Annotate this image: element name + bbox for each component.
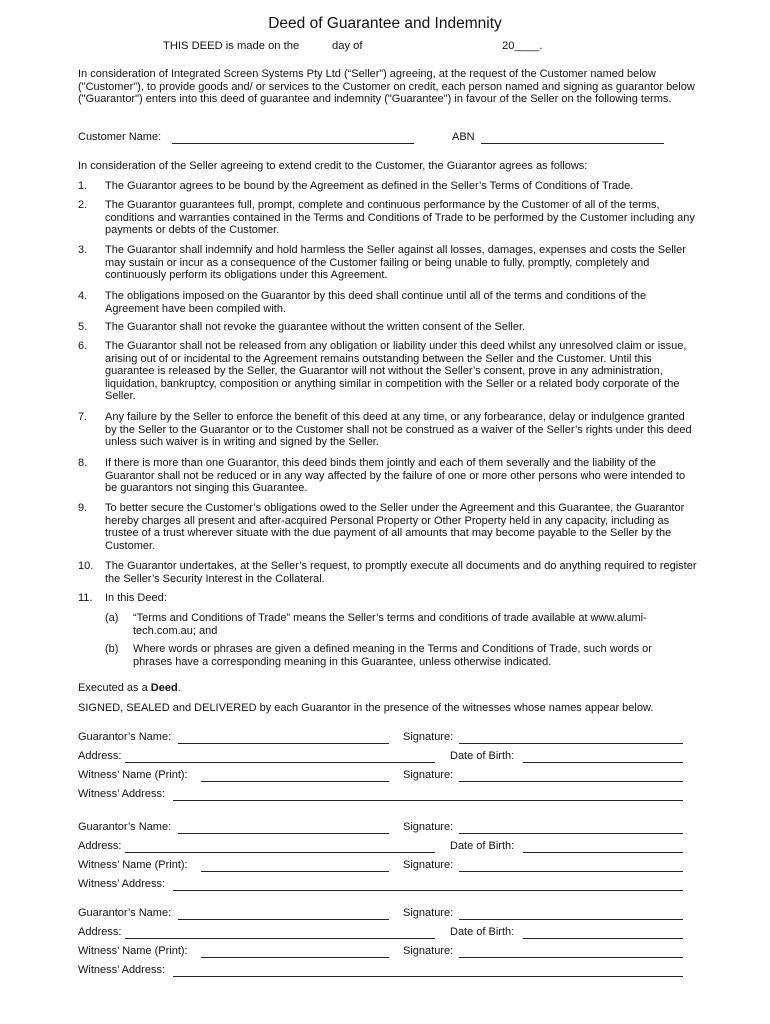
guarantor-address-field[interactable] [125,938,435,939]
address-label: Address: [78,926,122,938]
clause-number: 6. [78,340,88,352]
guarantor-address-field[interactable] [125,762,435,763]
address-label: Address: [78,840,122,852]
abn-field[interactable] [481,143,664,144]
witness-signature-field[interactable] [459,871,683,872]
subclause-text: Where words or phrases are given a defined meaning in the Terms and Conditions of Trade, such words or phrases have a corresponding meaning in this Guarantee, unless otherwise indicated. [133,643,652,668]
executed-deed-word: Deed [150,682,178,694]
subclause-number: (a) [105,612,119,624]
dob-label: Date of Birth: [450,840,515,852]
clause-number: 11. [78,592,93,604]
witness-name-label: Witness’ Name (Print): [78,859,188,871]
customer-name-label: Customer Name: [78,131,162,143]
document-title: Deed of Guarantee and Indemnity [268,15,502,32]
guarantor-name-label: Guarantor’s Name: [78,731,172,743]
clause-number: 4. [78,290,88,302]
dob-field[interactable] [523,938,683,939]
made-on-label: THIS DEED is made on the [163,40,300,52]
witness-address-field[interactable] [173,890,683,891]
clause-number: 9. [78,502,88,514]
signature-label: Signature: [403,769,454,781]
dob-field[interactable] [523,852,683,853]
guarantor-signature-field[interactable] [459,743,683,744]
clause-text: The Guarantor shall not revoke the guarantee without the written consent of the Seller. [105,321,526,333]
executed-prefix: Executed as a [78,682,151,694]
witness-address-field[interactable] [173,976,683,977]
clause-number: 7. [78,411,88,423]
guarantor-signature-field[interactable] [459,833,683,834]
guarantor-name-field[interactable] [178,833,389,834]
witness-name-field[interactable] [201,957,389,958]
clause-text: Any failure by the Seller to enforce the benefit of this deed at any time, or any forbearance, delay or indulgence granted by the Seller to the Guarantor or to the Customer shall not be construed as a waiver of the Seller’s rights under this deed unless such waiver is in writing and signed by the Seller. [105,411,692,449]
dob-field[interactable] [523,762,683,763]
witness-name-field[interactable] [201,871,389,872]
intro-paragraph: In consideration of Integrated Screen Systems Pty Ltd (“Seller”) agreeing, at the request of the Customer named below ("Customer"), to provide goods and/ or services to the Customer on credit, each person named and signing as guarantor below ("Guarantor") enters into this deed of guarantee and indemnity ("Guarantee") in favour of the Seller on the following terms. [78,68,695,106]
clause-number: 2. [78,199,88,211]
witness-address-label: Witness’ Address: [78,788,166,800]
address-label: Address: [78,750,122,762]
dob-label: Date of Birth: [450,926,515,938]
guarantor-name-field[interactable] [178,743,389,744]
clause-text: The Guarantor guarantees full, prompt, complete and continuous performance by the Customer of all of the terms, conditions and warranties contained in the Terms and Conditions of Trade to be performed by the Customer including any payments or debts of the Customer. [105,199,695,237]
day-of-label: day of [332,40,363,52]
signature-label: Signature: [403,821,454,833]
clause-text: To better secure the Customer’s obligations owed to the Seller under the Agreement and this Guarantee, the Guarantor hereby charges all present and after-acquired Personal Property or Other Property held in any capacity, including as trustee of a trust wherever situate with the due payment of all amounts that may become payable to the Seller by the Customer. [105,502,685,552]
guarantor-signature-field[interactable] [459,919,683,920]
witness-name-label: Witness’ Name (Print): [78,769,188,781]
year-label: 20____. [502,40,543,52]
guarantor-name-label: Guarantor’s Name: [78,907,172,919]
clause-text: If there is more than one Guarantor, this deed binds them jointly and each of them severally and the liability of the Guarantor shall not be reduced or in any way affected by the failure of one or more other persons who were intended to be guarantors not singing this Guarantee. [105,457,686,495]
witness-address-label: Witness’ Address: [78,878,166,890]
witness-signature-field[interactable] [459,957,683,958]
guarantor-name-field[interactable] [178,919,389,920]
consideration-paragraph: In consideration of the Seller agreeing to extend credit to the Customer, the Guarantor agrees as follows: [78,160,588,172]
executed-as-deed [78,682,698,695]
clause-text: In this Deed: [105,592,167,604]
subclause-number: (b) [105,643,119,655]
witness-signature-field[interactable] [459,781,683,782]
subclause-text: “Terms and Conditions of Trade” means the Seller’s terms and conditions of trade available at www.alumi-tech.com.au; and [133,612,647,637]
clause-number: 8. [78,457,88,469]
clause-number: 3. [78,244,88,256]
witness-address-field[interactable] [173,800,683,801]
clause-number: 5. [78,321,88,333]
clause-number: 10. [78,560,94,572]
signature-label: Signature: [403,859,454,871]
abn-label: ABN [452,131,475,143]
signature-label: Signature: [403,907,454,919]
clause-text: The Guarantor shall indemnify and hold harmless the Seller against all losses, damages, expenses and costs the Seller may sustain or incur as a consequence of the Customer failing or being unable to fully, promptly, completely and continuously perform its obligations under this Agreement. [105,244,686,282]
clause-number: 1. [78,180,88,192]
guarantor-address-field[interactable] [125,852,435,853]
signed-sealed-statement: SIGNED, SEALED and DELIVERED by each Guarantor in the presence of the witnesses whose names appear below. [78,702,654,714]
signature-label: Signature: [403,945,454,957]
clause-text: The obligations imposed on the Guarantor by this deed shall continue until all of the terms and conditions of the Agreement have been compiled with. [105,290,647,315]
clause-text: The Guarantor agrees to be bound by the Agreement as defined in the Seller’s Terms of Conditions of Trade. [105,180,634,192]
witness-name-label: Witness’ Name (Print): [78,945,188,957]
customer-name-field[interactable] [172,143,414,144]
witness-name-field[interactable] [201,781,389,782]
executed-suffix: . [177,682,181,694]
signature-label: Signature: [403,731,454,743]
clause-text: The Guarantor undertakes, at the Seller’s request, to promptly execute all documents and do anything required to register the Seller’s Security Interest in the Collateral. [105,560,697,585]
guarantor-name-label: Guarantor’s Name: [78,821,172,833]
witness-address-label: Witness’ Address: [78,964,166,976]
dob-label: Date of Birth: [450,750,515,762]
clause-text: The Guarantor shall not be released from any obligation or liability under this deed whilst any unresolved claim or issue, arising out of or incidental to the Agreement remains outstanding between the Seller and the Customer. Until this guarantee is released by the Seller, the Guarantor will not without the Seller’s consent, prove in any administration, liquidation, bankruptcy, composition or anything similar in competition with the Seller or a related body corporate of the Seller. [105,340,687,403]
